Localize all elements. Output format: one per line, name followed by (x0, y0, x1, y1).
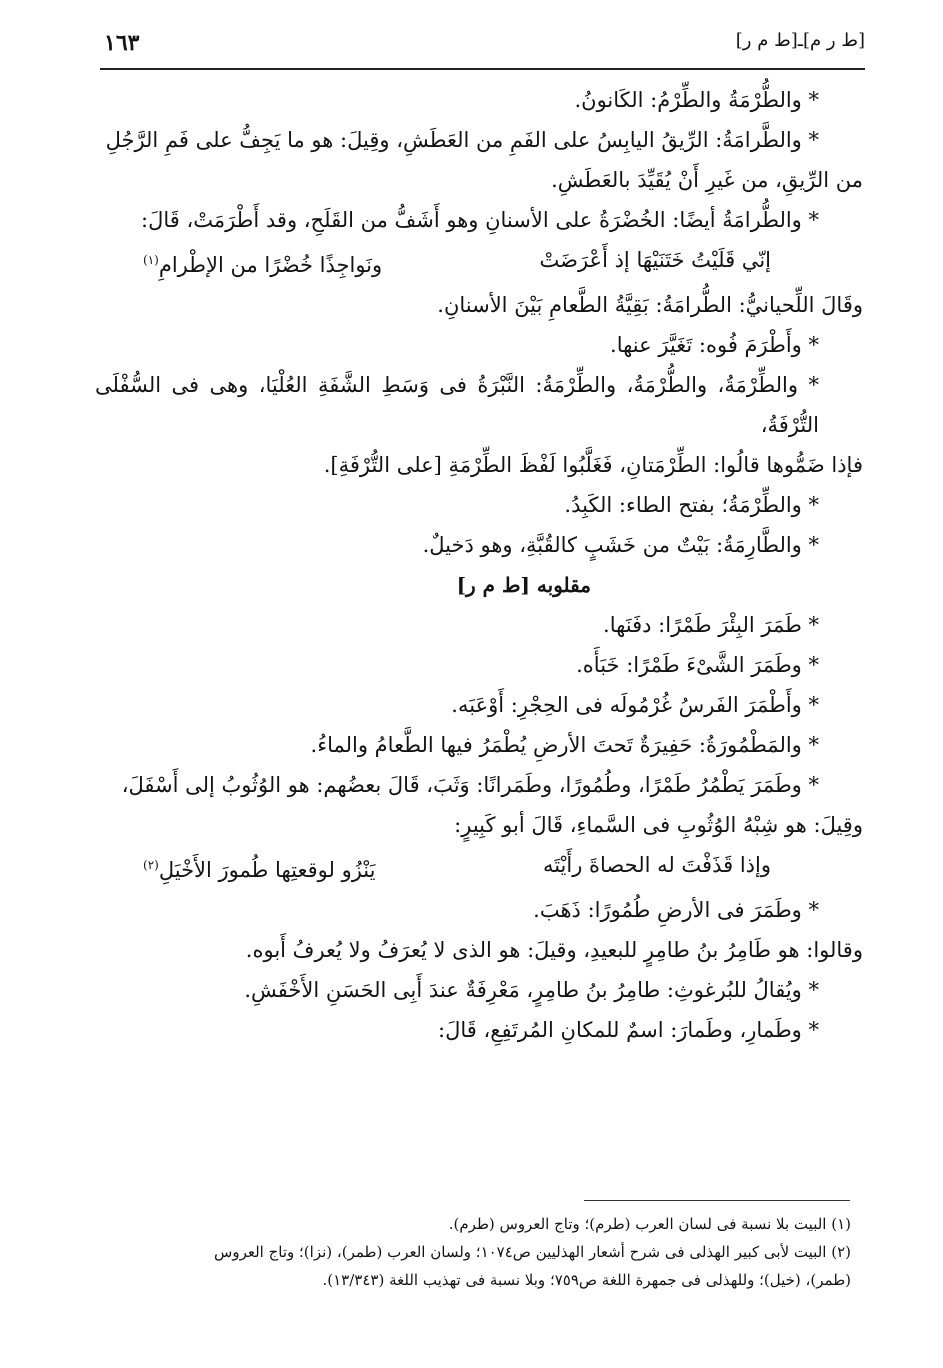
footnote: (٢) البيت لأبى كبير الهذلى فى شرح أشعار الهذليين ص١٠٧٤؛ ولسان العرب (طمر)، (نزا)؛ وتاج العروس (214, 1243, 851, 1261)
entry-line: فإذا ضَمُّوها قالُوا: الطِّرْمَتانِ، فَغَلَّبُوا لَفْظَ الطِّرْمَةِ [على التُّرْفَةِ]. (323, 453, 863, 477)
entry-line: * والطُّرامَةُ أيضًا: الخُضْرَةُ على الأسنانِ وهو أَشَفُّ من القَلَحِ، وقد أَطْرَمَتْ، قَالَ: (141, 208, 819, 232)
entry-line: * والطَّرامَةُ: الرِّيقُ اليابِسُ على الفَمِ من العَطَشِ، وقِيلَ: هو ما يَجِفُّ على فَمِ الرَّجُلِ (105, 128, 819, 152)
entry-line: من الرِّيقِ، من غَيرِ أَنْ يُقَيِّدَ بالعَطَشِ. (551, 168, 863, 192)
verse-hemistich-second: يَنْزُو لوقعتِها طُمورَ الأَخْيَلِ$^{(٢)}$ (143, 858, 376, 882)
entry-line: * وأَطْمَرَ الفَرسُ غُرْمُولَه فى الحِجْرِ: أَوْعَبَه. (451, 693, 819, 717)
running-header: [ط ر م]ـ[ط م ر] (735, 30, 865, 51)
verse-line (95, 240, 863, 285)
verse-hemistich-first: وإذا قَذَفْتَ له الحصاةَ رأَيْتَه (542, 853, 771, 877)
verse-hemistich-second: ونَواجِذًا خُضْرًا من الإطْرامِ$^{(١)}$ (143, 253, 383, 277)
entry-line: * والطَّارِمَةُ: بَيْتٌ من خَشَبٍ كالقُبَّةِ، وهو دَخيلٌ. (422, 533, 819, 557)
footnote-marker: (٢) (143, 858, 159, 872)
verse-line (95, 845, 863, 890)
footnote: (طمر)، (خيل)؛ وللهذلى فى جمهرة اللغة ص٧٥٩؛ وبلا نسبة فى تهذيب اللغة (١٣/٣٤٣). (322, 1271, 851, 1289)
verse-hemistich-first: إنّي قَلَيْتُ خَتَنَيْهَا إذ أَعْرَضَتْ (539, 248, 771, 272)
footnotes (108, 1210, 851, 1294)
entry-line: * وطَمارِ، وطَمارَ: اسمٌ للمكانِ المُرتَفِعِ، قَالَ: (438, 1018, 819, 1042)
section-heading: مقلوبه [ط م ر] (456, 573, 591, 597)
entry-line: * والمَطْمُورَةُ: حَفِيرَةٌ تَحتَ الأرضِ يُطْمَرُ فيها الطَّعامُ والماءُ. (310, 733, 819, 757)
main-text (95, 80, 863, 1050)
entry-line: * وطَمَرَ يَطْمُرُ طَمْرًا، وطُمُورًا، وطَمَرانًا: وَثَبَ، قَالَ بعضُهم: هو الوُثُوبُ إلى أَسْفَلَ، (121, 773, 819, 797)
header-rule (100, 68, 865, 70)
entry-line: * طَمَرَ البِئْرَ طَمْرًا: دفَنَها. (603, 613, 819, 637)
footnote: (١) البيت بلا نسبة فى لسان العرب (طرم)؛ وتاج العروس (طرم). (448, 1215, 851, 1233)
page-number: ١٦٣ (104, 30, 140, 56)
entry-line: * والطِّرْمَةُ؛ بفتح الطاء: الكَبِدُ. (564, 493, 819, 517)
entry-line: * ويُقالُ للبُرغوثِ: طامِرُ بنُ طامِرٍ، مَعْرِفَةٌ عندَ أَبِى الحَسَنِ الأَخْفَشِ. (244, 978, 819, 1002)
entry-line: وقالوا: هو طَامِرُ بنُ طامِرٍ للبعيدِ، وقيلَ: هو الذى لا يُعرَفُ ولا يُعرفُ أَبوه. (245, 938, 863, 962)
entry-line: * والطِّرْمَةُ، والطُّرْمَةُ، والطِّرْمَةُ: النَّبْرَةُ فى وَسَطِ الشَّفَةِ العُلْيَا، وهى فى السُّفْلَى التُّرْفَةُ، (95, 373, 819, 437)
footnote-rule (584, 1200, 850, 1201)
entry-line: وقَالَ اللِّحيانيُّ: الطُّرامَةُ: بَقِيَّةُ الطَّعامِ بَيْنَ الأسنانِ. (437, 293, 863, 317)
footnote-marker: (١) (143, 253, 159, 267)
entry-line: * والطُّرْمَةُ والطِّرْمُ: الكَانونُ. (574, 88, 819, 112)
entry-line: * وأَطْرَمَ فُوه: تَغَيَّرَ عنها. (610, 333, 819, 357)
entry-line: * وطَمَرَ الشَّىْءَ طَمْرًا: خَبَأَه. (576, 653, 819, 677)
entry-line: وقِيلَ: هو شِبْهُ الوُثُوبِ فى السَّماءِ، قَالَ أبو كَبِيرٍ: (454, 813, 863, 837)
entry-line: * وطَمَرَ فى الأرضِ طُمُورًا: ذَهَبَ. (533, 898, 819, 922)
